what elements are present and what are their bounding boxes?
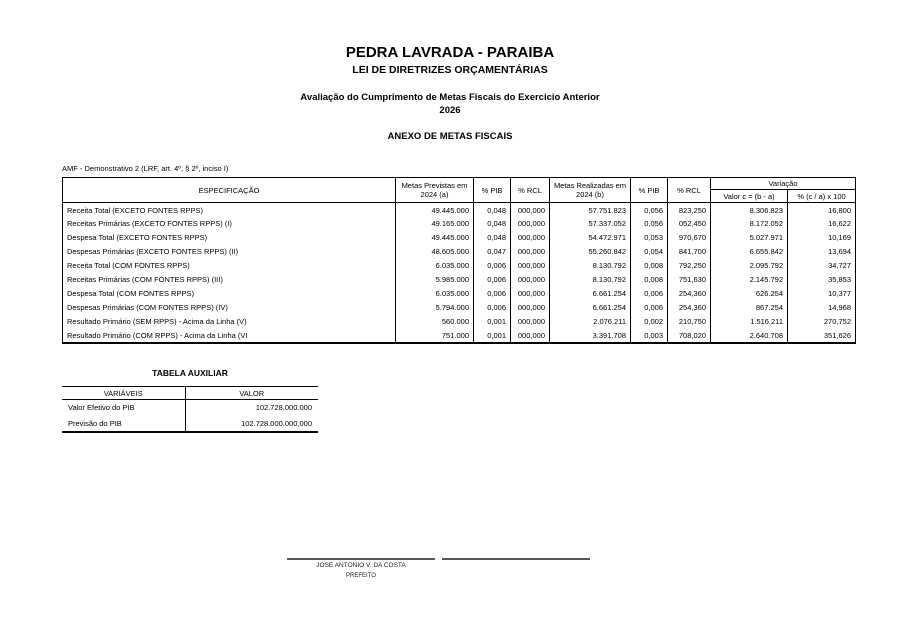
row-label: Despesa Total (EXCETO FONTES RPPS) bbox=[63, 231, 396, 245]
row-value: 3.391.708 bbox=[550, 329, 631, 343]
annex-title: ANEXO DE METAS FISCAIS bbox=[387, 131, 513, 142]
row-value: 34,727 bbox=[788, 259, 856, 273]
row-value: 0,006 bbox=[631, 301, 668, 315]
row-value: 0,048 bbox=[474, 217, 511, 231]
row-value: 0,048 bbox=[474, 203, 511, 217]
aux-col-valor: VALOR bbox=[185, 387, 318, 400]
row-value: 6.661.254 bbox=[550, 287, 631, 301]
row-value: 000,000 bbox=[511, 329, 550, 343]
aux-table-wrap bbox=[62, 386, 318, 433]
row-value: 2.095.792 bbox=[711, 259, 788, 273]
row-value: 000,000 bbox=[511, 217, 550, 231]
row-value: 0,006 bbox=[474, 301, 511, 315]
row-label: Despesa Total (COM FONTES RPPS) bbox=[63, 287, 396, 301]
row-value: 49.165.000 bbox=[396, 217, 474, 231]
row-value: 000,000 bbox=[511, 273, 550, 287]
row-label: Despesas Primárias (COM FONTES RPPS) (IV) bbox=[63, 301, 396, 315]
col-pib-a: % PIB bbox=[474, 178, 511, 203]
row-value: 49.445.000 bbox=[396, 203, 474, 217]
row-value: 8.130.792 bbox=[550, 273, 631, 287]
row-value: 16,800 bbox=[788, 203, 856, 217]
row-label: Receitas Primárias (COM FONTES RPPS) (III) bbox=[63, 273, 396, 287]
row-value: 626.254 bbox=[711, 287, 788, 301]
row-value: 35,853 bbox=[788, 273, 856, 287]
row-value: 6.661.254 bbox=[550, 301, 631, 315]
row-value: 102.728.000.000,000 bbox=[185, 416, 318, 432]
table-row bbox=[63, 259, 856, 273]
row-value: 0,056 bbox=[631, 203, 668, 217]
table-row bbox=[63, 301, 856, 315]
row-value: 48.605.000 bbox=[396, 245, 474, 259]
signature-line-2 bbox=[442, 558, 590, 560]
row-value: 5.794.000 bbox=[396, 301, 474, 315]
row-value: 210,750 bbox=[668, 315, 711, 329]
col-variacao: Variação bbox=[711, 178, 856, 190]
row-value: 2.145.792 bbox=[711, 273, 788, 287]
row-value: 0,048 bbox=[474, 231, 511, 245]
metas-fiscais-table bbox=[62, 177, 856, 344]
row-value: 0,001 bbox=[474, 315, 511, 329]
report-year: 2026 bbox=[439, 105, 461, 116]
row-value: 052,450 bbox=[668, 217, 711, 231]
aux-table-title: TABELA AUXILIAR bbox=[152, 368, 228, 378]
row-value: 0,001 bbox=[474, 329, 511, 343]
row-value: 5.027.971 bbox=[711, 231, 788, 245]
row-label: Resultado Primário (SEM RPPS) - Acima da Linha (V) bbox=[63, 315, 396, 329]
col-variacao-valor: Valor c = (b - a) bbox=[711, 190, 788, 203]
col-metas-realizadas: Metas Realizadas em 2024 (b) bbox=[550, 178, 631, 203]
table-row bbox=[63, 329, 856, 343]
table-row bbox=[63, 287, 856, 301]
row-value: 000,000 bbox=[511, 203, 550, 217]
row-value: 000,000 bbox=[511, 287, 550, 301]
page-title: PEDRA LAVRADA - PARAIBA bbox=[345, 44, 555, 61]
row-value: 270,752 bbox=[788, 315, 856, 329]
row-value: 560.000 bbox=[396, 315, 474, 329]
table-row bbox=[63, 245, 856, 259]
row-value: 751,630 bbox=[668, 273, 711, 287]
aux-col-variaveis: VARIÁVEIS bbox=[62, 387, 185, 400]
metas-fiscais-table-wrap bbox=[62, 177, 856, 344]
row-value: 54.472.971 bbox=[550, 231, 631, 245]
row-value: 102.728.000.000 bbox=[255, 403, 312, 413]
row-value: 0,008 bbox=[631, 259, 668, 273]
table-row bbox=[63, 273, 856, 287]
row-value: 10,169 bbox=[788, 231, 856, 245]
row-value: 1.516.211 bbox=[711, 315, 788, 329]
row-value: 6.655.842 bbox=[711, 245, 788, 259]
row-value: 0,006 bbox=[474, 273, 511, 287]
row-value: 841,700 bbox=[668, 245, 711, 259]
table-row bbox=[62, 400, 318, 416]
row-value: 751.000 bbox=[396, 329, 474, 343]
row-value: 5.985.000 bbox=[396, 273, 474, 287]
row-value: 6.035.000 bbox=[396, 287, 474, 301]
table-row bbox=[63, 231, 856, 245]
row-value: 970,670 bbox=[668, 231, 711, 245]
row-label: Resultado Primário (COM RPPS) - Acima da Linha (VI bbox=[63, 329, 396, 343]
row-value: 0,003 bbox=[631, 329, 668, 343]
row-value: 867.254 bbox=[711, 301, 788, 315]
row-value: 000,000 bbox=[511, 231, 550, 245]
row-value: 0,054 bbox=[631, 245, 668, 259]
row-label: Receitas Primárias (EXCETO FONTES RPPS) (I) bbox=[63, 217, 396, 231]
row-value: 8.306.823 bbox=[711, 203, 788, 217]
row-value: 0,006 bbox=[474, 287, 511, 301]
row-value: 708,020 bbox=[668, 329, 711, 343]
row-value: 16,622 bbox=[788, 217, 856, 231]
row-value: 792,250 bbox=[668, 259, 711, 273]
row-value: 000,000 bbox=[511, 245, 550, 259]
signature-role: PREFEITO bbox=[346, 573, 376, 579]
table-row bbox=[63, 203, 856, 217]
row-value: 8.172.052 bbox=[711, 217, 788, 231]
col-pib-b: % PIB bbox=[631, 178, 668, 203]
row-value: 0,056 bbox=[631, 217, 668, 231]
row-value: 000,000 bbox=[511, 259, 550, 273]
signature-name: JOSE ANTONIO V. DA COSTA bbox=[316, 562, 406, 569]
col-rcl-a: % RCL bbox=[511, 178, 550, 203]
row-value: 6.035.000 bbox=[396, 259, 474, 273]
row-value: 57.751.823 bbox=[550, 203, 631, 217]
row-label: Valor Efetivo do PIB bbox=[62, 400, 185, 416]
col-variacao-pct: % (c / a) x 100 bbox=[788, 190, 856, 203]
row-value: 8.130.792 bbox=[550, 259, 631, 273]
row-value: 000,000 bbox=[511, 315, 550, 329]
row-value: 254,360 bbox=[668, 287, 711, 301]
header-row-top bbox=[63, 178, 856, 190]
row-value: 0,006 bbox=[631, 287, 668, 301]
row-value: 14,968 bbox=[788, 301, 856, 315]
row-label: Despesas Primárias (EXCETO FONTES RPPS) (II) bbox=[63, 245, 396, 259]
aux-table bbox=[62, 386, 318, 433]
col-especificacao: ESPECIFICAÇÃO bbox=[63, 178, 396, 203]
row-value: 2.640.708 bbox=[711, 329, 788, 343]
amf-note: AMF - Demonstrativo 2 (LRF, art. 4º, § 2º, inciso I) bbox=[62, 164, 229, 173]
row-value: 000,000 bbox=[511, 301, 550, 315]
table-row bbox=[62, 416, 318, 432]
row-value: 0,047 bbox=[474, 245, 511, 259]
row-value: 2.076.211 bbox=[550, 315, 631, 329]
row-label: Receita Total (EXCETO FONTES RPPS) bbox=[63, 203, 396, 217]
row-value: 0,006 bbox=[474, 259, 511, 273]
row-value: 57.337.052 bbox=[550, 217, 631, 231]
row-value: 49.445.000 bbox=[396, 231, 474, 245]
row-value: 13,694 bbox=[788, 245, 856, 259]
table-row bbox=[63, 315, 856, 329]
aux-header-row bbox=[62, 387, 318, 400]
report-title: Avaliação do Cumprimento de Metas Fiscais do Exercicio Anterior bbox=[300, 92, 600, 103]
row-value: 0,008 bbox=[631, 273, 668, 287]
page-subtitle: LEI DE DIRETRIZES ORÇAMENTÁRIAS bbox=[352, 64, 548, 76]
row-value: 0,002 bbox=[631, 315, 668, 329]
signature-line-1 bbox=[287, 558, 435, 560]
col-rcl-b: % RCL bbox=[668, 178, 711, 203]
row-value: 55.260.842 bbox=[550, 245, 631, 259]
row-value: 351,626 bbox=[788, 329, 856, 343]
row-value: 0,053 bbox=[631, 231, 668, 245]
row-value: 254,360 bbox=[668, 301, 711, 315]
row-value: 10,377 bbox=[788, 287, 856, 301]
row-label: Receita Total (COM FONTES RPPS) bbox=[63, 259, 396, 273]
row-label: Previsão do PIB bbox=[62, 416, 185, 432]
col-metas-previstas: Metas Previstas em 2024 (a) bbox=[396, 178, 474, 203]
row-value: 823,250 bbox=[668, 203, 711, 217]
table-row bbox=[63, 217, 856, 231]
